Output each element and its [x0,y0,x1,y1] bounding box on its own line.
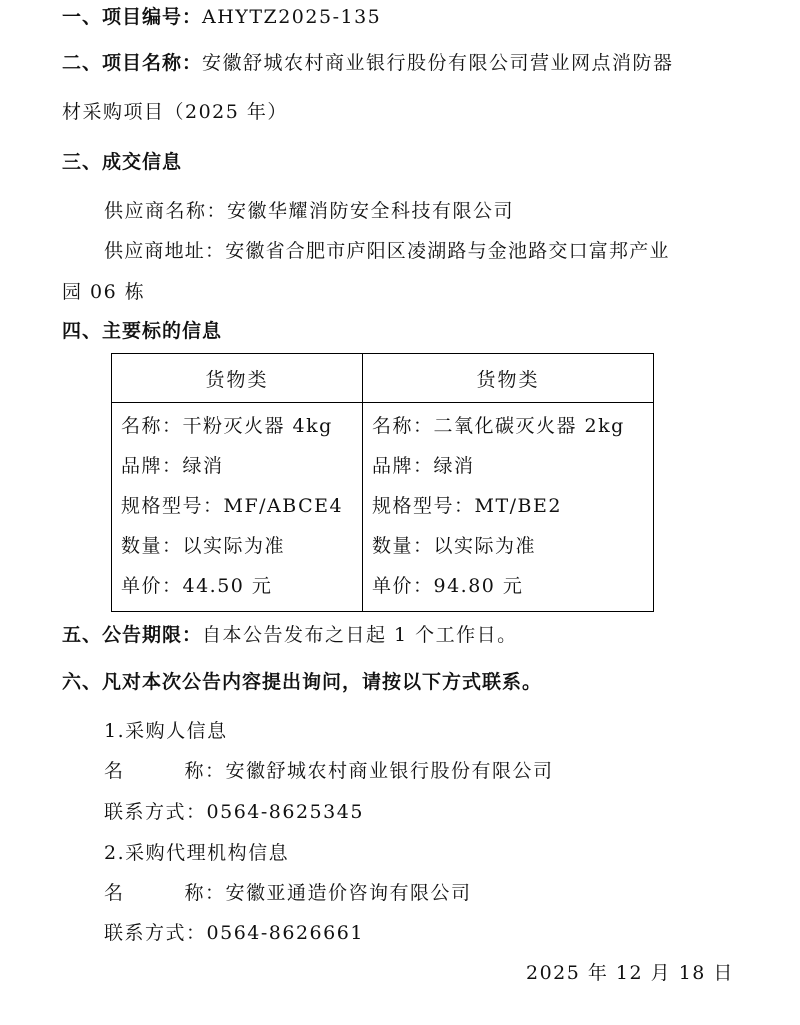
supplier-address-continuation: 园 06 栋 [62,281,146,303]
project-name-line [62,48,674,75]
agency-phone-line [104,918,364,945]
agency-name-line [104,878,472,905]
purchaser-info-title: 1.采购人信息 [104,720,228,742]
goods-item-cell [363,403,654,612]
column-header: 货物类 [112,354,363,403]
name-label-part: 称： [184,760,226,782]
goods-table-row [112,403,654,612]
project-number-value: AHYTZ2025-135 [202,6,382,28]
goods-table [111,353,654,612]
item-price: 单价：94.80 元 [372,575,524,597]
project-number-label: 一、项目编号： [62,6,203,28]
agency-info-title: 2.采购代理机构信息 [104,842,290,864]
name-label-part: 名 [104,760,125,782]
contact-heading: 六、凡对本次公告内容提出询问，请按以下方式联系。 [62,671,543,693]
notice-period-line [62,620,518,647]
purchaser-name: 安徽舒城农村商业银行股份有限公司 [225,760,554,782]
purchaser-phone-label: 联系方式： [104,801,207,823]
project-name-label: 二、项目名称： [62,52,203,74]
announcement-date: 2025 年 12 月 18 日 [526,962,734,984]
name-label-part: 称： [184,882,226,904]
goods-table-header [112,354,654,403]
notice-period-value: 自本公告发布之日起 1 个工作日。 [202,624,518,646]
supplier-address-line [104,236,670,263]
supplier-address: 安徽省合肥市庐阳区凌湖路与金池路交口富邦产业 [225,240,670,262]
supplier-name: 安徽华耀消防安全科技有限公司 [227,200,515,222]
agency-phone: 0564-8626661 [206,922,364,944]
item-price: 单价：44.50 元 [121,575,273,597]
purchaser-phone-line [104,797,364,824]
notice-period-label: 五、公告期限： [62,624,203,646]
purchaser-name-line [104,756,554,783]
item-brand: 品牌：绿消 [372,455,475,477]
item-model: 规格型号：MF/ABCE4 [121,495,344,517]
item-model: 规格型号：MT/BE2 [372,495,562,517]
purchaser-phone: 0564-8625345 [206,801,364,823]
project-name-continuation: 材采购项目（2025 年） [62,101,288,123]
agency-phone-label: 联系方式： [104,922,207,944]
column-header: 货物类 [363,354,654,403]
supplier-name-line [104,196,514,223]
project-number-line [62,2,381,29]
goods-item-cell [112,403,363,612]
item-name: 名称：二氧化碳灭火器 2kg [372,415,625,437]
item-name: 名称：干粉灭火器 4kg [121,415,333,437]
project-name-value: 安徽舒城农村商业银行股份有限公司营业网点消防器 [202,52,674,74]
supplier-name-label: 供应商名称： [104,200,228,222]
item-quantity: 数量：以实际为准 [372,535,537,557]
deal-info-heading: 三、成交信息 [62,151,183,173]
main-items-heading: 四、主要标的信息 [62,320,223,342]
name-label-part: 名 [104,882,125,904]
item-brand: 品牌：绿消 [121,455,224,477]
supplier-address-label: 供应商地址： [104,240,226,262]
item-quantity: 数量：以实际为准 [121,535,286,557]
agency-name: 安徽亚通造价咨询有限公司 [225,882,472,904]
